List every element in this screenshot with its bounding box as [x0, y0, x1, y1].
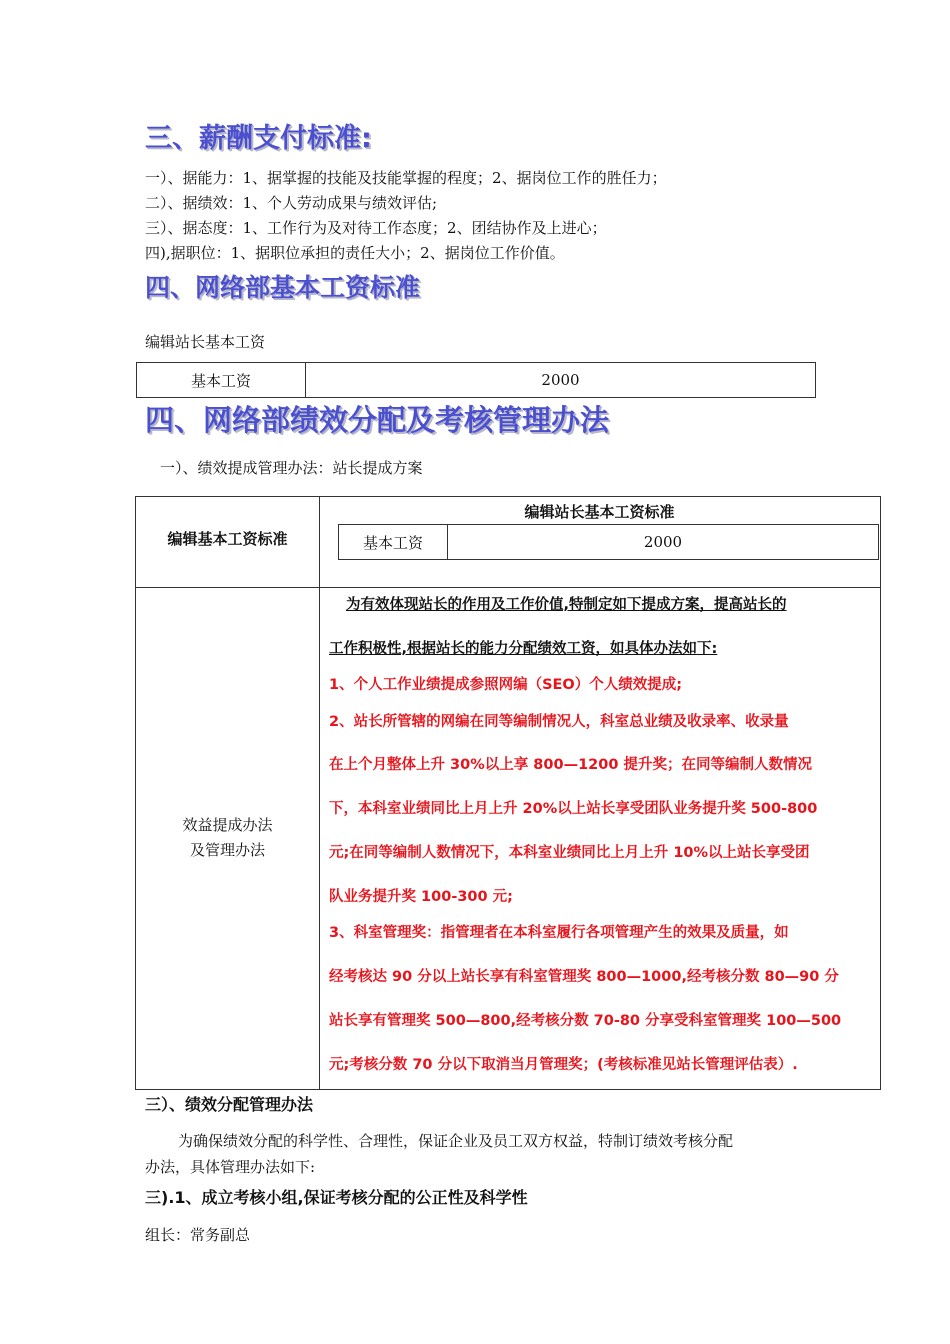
- team-leader-line: 组长：常务副总: [145, 1226, 251, 1244]
- base-salary-table: [136, 362, 816, 398]
- inner-salary-table: [338, 524, 879, 560]
- row2-label-line-1: 效益提成办法: [182, 816, 273, 834]
- commission-plan-table: [135, 496, 881, 1090]
- section-3-heading: 三、薪酬支付标准:: [145, 123, 372, 154]
- distribution-paragraph-line-2: 办法，具体管理办法如下:: [145, 1158, 316, 1176]
- table-left-column: [136, 497, 320, 1089]
- plan-rule-line: 队业务提升奖 100-300 元;: [329, 889, 513, 905]
- criteria-line-3: 三）、据态度：1、工作行为及对待工作态度；2、团结协作及上进心；: [145, 219, 607, 237]
- plan-rule-line: 3、科室管理奖：指管理者在本科室履行各项管理产生的效果及质量，如: [329, 925, 789, 941]
- base-salary-label: 基本工资: [137, 363, 306, 398]
- intro-line-1: 为有效体现站长的作用及工作价值,特制定如下提成方案，提高站长的: [346, 597, 787, 613]
- criteria-line-4: 四),据职位：1、据职位承担的责任大小；2、据岗位工作价值。: [145, 244, 565, 262]
- plan-rule-line: 1、个人工作业绩提成参照网编（SEO）个人绩效提成;: [329, 677, 683, 693]
- plan-rule-line: 在上个月整体上升 30%以上享 800—1200 提升奖；在同等编制人数情况: [329, 757, 812, 773]
- commission-subheading: 一）、绩效提成管理办法：站长提成方案: [160, 459, 423, 477]
- base-salary-value: 2000: [306, 363, 816, 398]
- criteria-line-2: 二）、据绩效：1、个人劳动成果与绩效评估;: [145, 194, 438, 212]
- row1-label: 编辑基本工资标准: [167, 530, 288, 548]
- section-4-performance-heading: 四、网络部绩效分配及考核管理办法: [145, 403, 610, 437]
- plan-rule-line: 站长享有管理奖 500—800,经考核分数 70-80 分享受科室管理奖 100—500: [329, 1013, 842, 1029]
- criteria-line-1: 一）、据能力：1、据掌握的技能及技能掌握的程度；2、据岗位工作的胜任力；: [145, 169, 667, 187]
- row1-header: 编辑站长基本工资标准: [524, 503, 675, 521]
- plan-rule-line: 2、站长所管辖的网编在同等编制情况人，科室总业绩及收录率、收录量: [329, 714, 789, 730]
- distribution-paragraph-line-1: 为确保绩效分配的科学性、合理性，保证企业及员工双方权益，特制订绩效考核分配: [178, 1132, 734, 1150]
- intro-line-2: 工作积极性,根据站长的能力分配绩效工资，如具体办法如下:: [329, 641, 718, 657]
- inner-salary-label: 基本工资: [339, 525, 448, 560]
- base-salary-caption: 编辑站长基本工资: [145, 333, 266, 351]
- section-4-base-salary-heading: 四、网络部基本工资标准: [145, 273, 421, 302]
- plan-rule-line: 元;在同等编制人数情况下，本科室业绩同比上月上升 10%以上站长享受团: [329, 845, 810, 861]
- row2-label-line-2: 及管理办法: [189, 841, 265, 859]
- distribution-heading: 三）、绩效分配管理办法: [145, 1095, 314, 1114]
- inner-salary-value: 2000: [448, 525, 879, 560]
- plan-rule-line: 元;考核分数 70 分以下取消当月管理奖；(考核标准见站长管理评估表）.: [329, 1057, 798, 1073]
- plan-rule-line: 下，本科室业绩同比上月上升 20%以上站长享受团队业务提升奖 500-800: [329, 801, 818, 817]
- plan-rule-line: 经考核达 90 分以上站长享有科室管理奖 800—1000,经考核分数 80—90 分: [329, 969, 839, 985]
- table-row-divider: [136, 587, 880, 588]
- assessment-team-heading: 三).1、成立考核小组,保证考核分配的公正性及科学性: [145, 1188, 528, 1207]
